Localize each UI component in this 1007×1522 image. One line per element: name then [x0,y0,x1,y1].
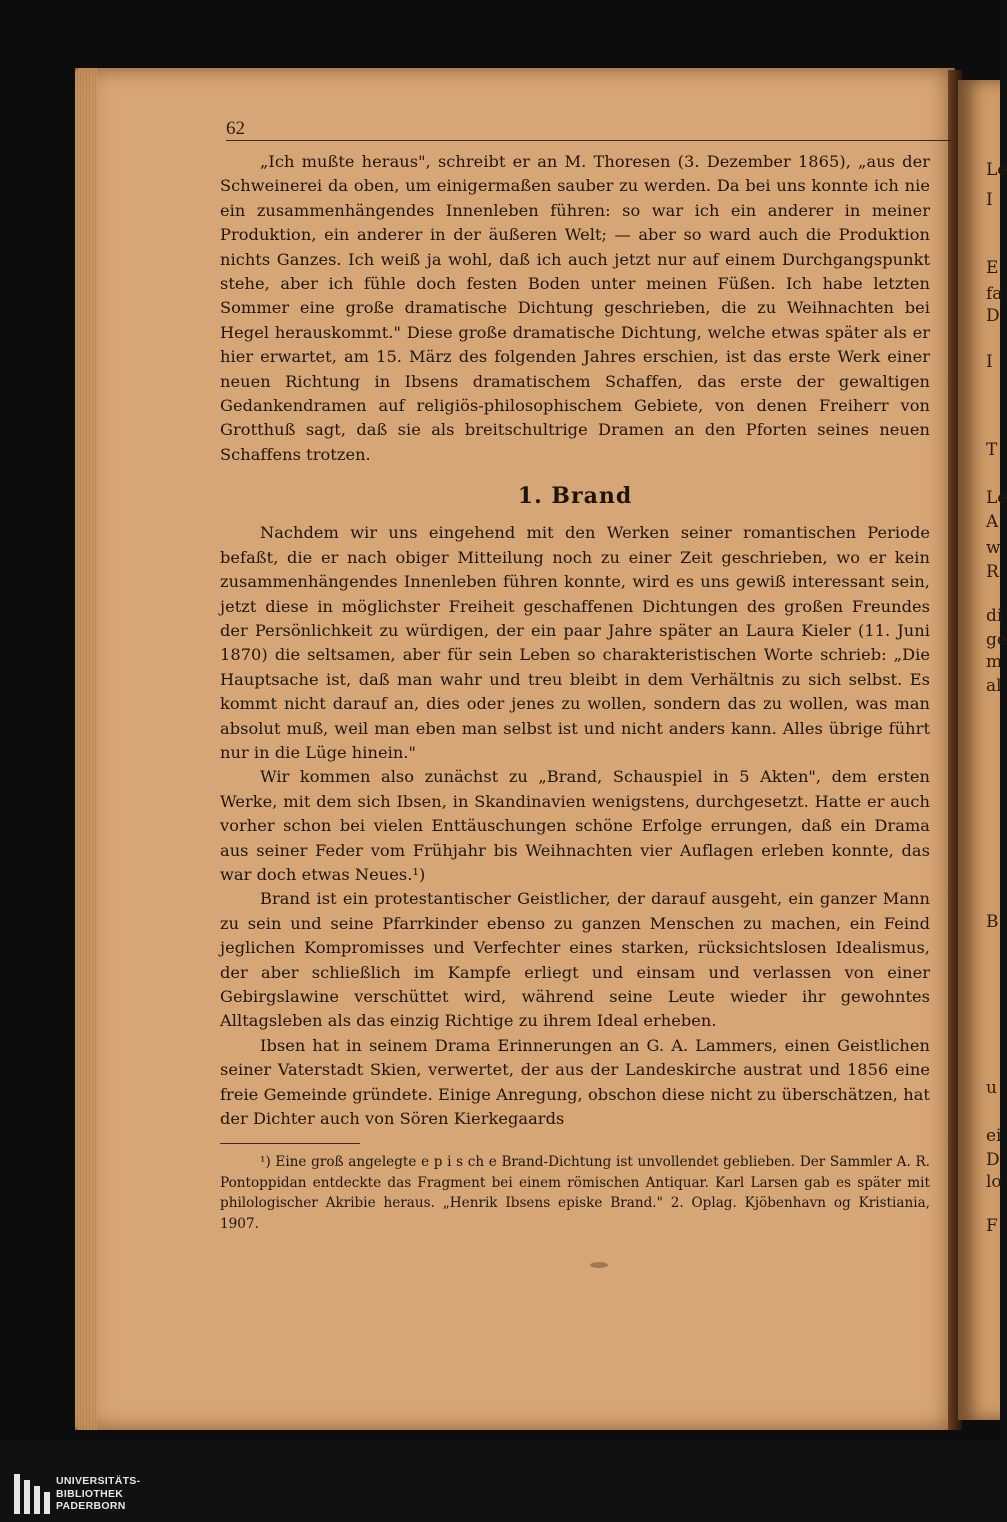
next-page-fragment: R [986,562,999,582]
next-page-fragment: B [986,912,999,932]
next-page-fragment: T [986,440,998,460]
paper-smudge [590,1262,608,1268]
paragraph: Nachdem wir uns eingehend mit den Werken seiner romantischen Periode befaßt, die er nach obiger Mitteilung noch zu einer Zeit geschrieben, wo er kein zusammenhängendes Innenleben führen konnte, wird es uns gewiß interessant sein, jetzt diese in möglichster Freiheit geschaffenen Dichtungen des großen Freundes der Persönlichkeit zu würdigen, der ein paar Jahre später an Laura Kieler (11. Juni 1870) die seltsamen, aber für sein Leben so charakteristischen Worte schrieb: „Die Hauptsache ist, daß man wahr und treu bleibt in dem Verhältnis zu sich selbst. Es kommt nicht darauf an, dies oder jenes zu wollen, sondern das zu wollen, was man absolut muß, weil man eben man selbst ist und nicht anders kann. Alles übrige führt nur in die Lüge hinein." [220,523,930,762]
next-page-fragment: ge [986,630,1007,650]
logo-line: PADERBORN [56,1500,126,1512]
next-page-fragment: al [986,676,1002,696]
next-page-fragment: fa [986,284,1003,304]
next-page-fragment: A [986,512,999,532]
footnote-rule [220,1143,360,1144]
next-page-fragment: ei [986,1126,1002,1146]
logo-line: UNIVERSITÄTS- [56,1475,141,1487]
next-page-fragment: Le [986,160,1007,180]
next-page-fragment: di [986,606,1003,626]
next-page-fragment: I [986,190,993,210]
next-page-fragment: w [986,538,1001,558]
footnote: ¹) Eine groß angelegte e p i s ch e Brand-Dichtung ist unvollendet geblieben. Der Sammler A. R. Pontoppidan entdeckte das Fragment bei einem römischen Antiquar. Karl Larsen gab es später mit philologischer Akribie heraus. „Henrik Ibsens episke Brand." 2. Oplag. Kjöbenhavn og Kristiania, 1907. [220,1154,930,1232]
header-rule [226,140,954,141]
next-page-fragment: E [986,258,999,278]
next-page-fragment: lo [986,1172,1002,1192]
next-page-fragment: D [986,1150,1000,1170]
library-logo-text [56,1475,196,1513]
paragraph: Brand ist ein protestantischer Geistlicher, der darauf ausgeht, ein ganzer Mann zu sein und seine Pfarrkinder ebenso zu ganzen Menschen zu machen, ein Feind jeglichen Kompromisses und Verfechter eines starken, rücksichtslosen Idealismus, der aber schließlich im Kampfe erliegt und einsam und verlassen von einer Gebirgslawine verschüttet wird, während seine Leute wieder ihr gewohntes Alltagsleben als das einzig Richtige zu ihrem Ideal erheben. [220,889,930,1031]
next-page-fragment: D [986,306,1000,326]
page-content [220,150,930,1234]
next-page-fragment: m [986,652,1003,672]
page-edge-stack [75,68,97,1430]
paragraph: „Ich mußte heraus", schreibt er an M. Thoresen (3. Dezember 1865), „aus der Schweinerei da oben, um einigermaßen sauber zu werden. Da bei uns konnte ich nie ein zusammenhängendes Innenleben führen: so war ich ein anderer in meiner Produktion, ein anderer in der äußeren Welt; — aber so ward auch die Produktion nichts Ganzes. Ich weiß ja wohl, daß ich auch jetzt nur auf einem Durchgangspunkt stehe, aber ich fühle doch festen Boden unter meinen Füßen. Ich habe letzten Sommer eine große dramatische Dichtung geschrieben, die zu Weihnachten bei Hegel herauskommt." Diese große dramatische Dichtung, welche etwas später als er hier erwartet, am 15. März des folgenden Jahres erschien, ist das erste Werk einer neuen Richtung in Ibsens dramatischem Schaffen, das erste der gewaltigen Gedankendramen auf religiös-philosophischem Gebiete, von denen Freiherr von Grotthuß sagt, daß sie als breitschultrige Dramen an den Pforten seines neuen Schaffens trotzen. [220,152,930,464]
section-heading: 1. Brand [517,483,633,510]
paragraph: Ibsen hat in seinem Drama Erinnerungen an G. A. Lammers, einen Geistlichen seiner Vaterstadt Skien, verwertet, der aus der Landeskirche austrat und 1856 eine freie Gemeinde gründete. Einige Anregung, obschon diese nicht zu überschätzen, hat der Dichter auch von Sören Kierkegaards [220,1035,930,1129]
paragraph: Wir kommen also zunächst zu „Brand, Schauspiel in 5 Akten", dem ersten Werke, mit dem sich Ibsen, in Skandinavien wenigstens, durchgesetzt. Hatte er auch vorher schon bei vielen Enttäuschungen schöne Erfolge errungen, daß ein Drama aus seiner Feder vom Frühjahr bis Weihnachten vier Auflagen erleben konnte, das war doch etwas Neues.¹) [220,767,930,884]
next-page-fragment: F [986,1216,998,1236]
next-page-fragment: u [986,1078,997,1098]
next-page-fragment: I [986,352,993,372]
page-number: 62 [226,118,245,139]
logo-line: BIBLIOTHEK [56,1487,124,1500]
library-logo-icon [14,1474,50,1514]
next-page-fragment: Le [986,488,1007,508]
